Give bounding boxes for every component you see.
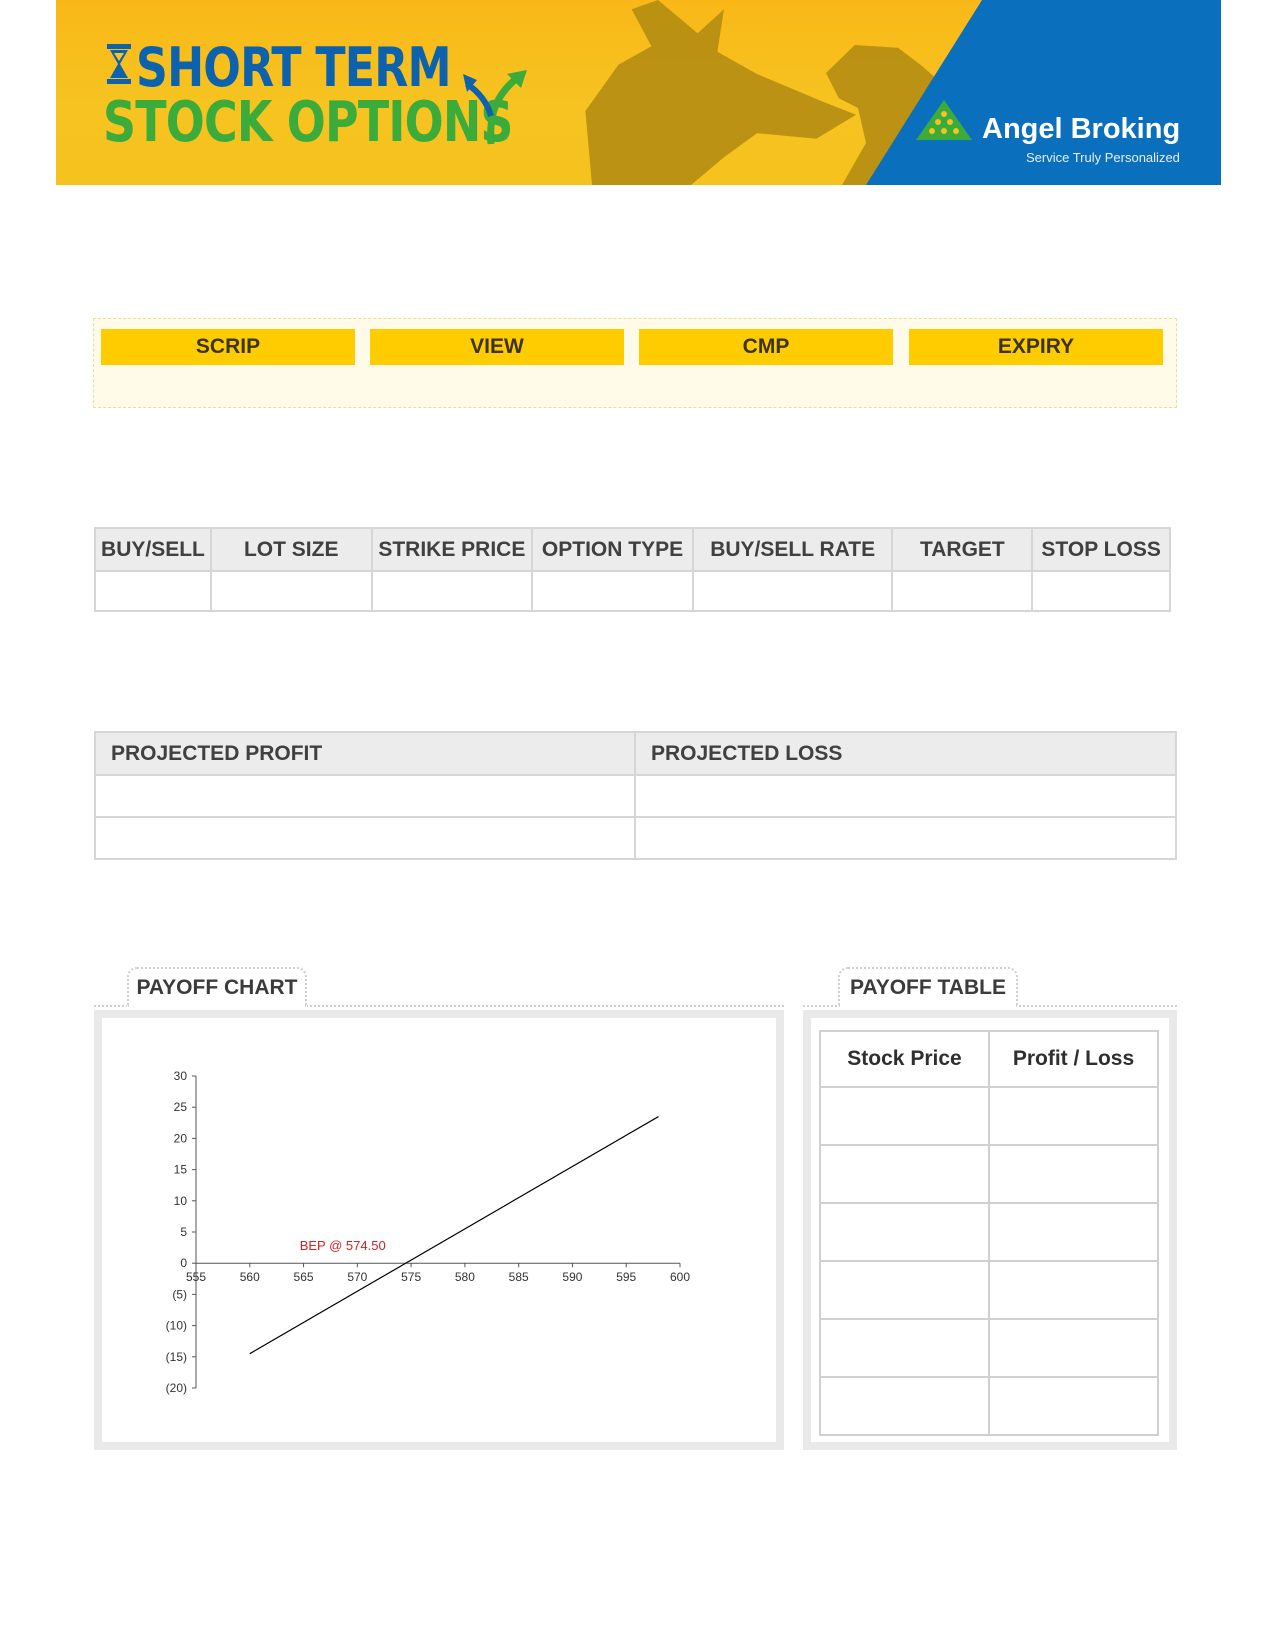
table-row [820, 1087, 1158, 1145]
x-tick-label: 595 [616, 1270, 637, 1285]
view-label: VIEW [370, 329, 624, 365]
table-cell [95, 571, 211, 611]
banner-title-line1: SHORT TERM [136, 36, 451, 99]
table-cell [635, 817, 1176, 859]
x-tick-label: 575 [401, 1270, 422, 1285]
payoff-chart-title: PAYOFF CHART [136, 976, 298, 999]
table-cell [820, 1203, 989, 1261]
y-tick-label: 10 [173, 1193, 187, 1208]
y-tick-label: 30 [173, 1069, 187, 1083]
col-target: TARGET [892, 528, 1032, 571]
y-tick-label: (15) [165, 1349, 187, 1364]
x-tick-label: 580 [454, 1270, 475, 1285]
x-tick-label: 600 [669, 1270, 691, 1285]
x-tick-label: 570 [347, 1270, 368, 1285]
y-tick-label: 15 [173, 1162, 187, 1177]
table-cell [989, 1377, 1158, 1435]
table-cell [989, 1261, 1158, 1319]
col-buy-sell: BUY/SELL [95, 528, 211, 571]
payoff-chart-panel [94, 1010, 784, 1450]
table-cell [989, 1319, 1158, 1377]
header-banner [56, 0, 1221, 185]
x-tick-label: 555 [185, 1270, 207, 1285]
table-cell [989, 1087, 1158, 1145]
table-cell [820, 1377, 989, 1435]
x-tick-label: 565 [293, 1270, 314, 1285]
y-tick-label: (10) [165, 1318, 187, 1333]
y-tick-label: 5 [180, 1225, 187, 1239]
x-tick-label: 560 [239, 1270, 260, 1285]
table-cell [820, 1261, 989, 1319]
x-tick-label: 585 [508, 1270, 529, 1285]
brand-name: Angel Broking [982, 113, 1181, 145]
table-cell [820, 1319, 989, 1377]
trend-arrows-icon [461, 66, 531, 146]
col-strike-price: STRIKE PRICE [372, 528, 533, 571]
table-row [820, 1145, 1158, 1203]
y-tick-label: 20 [173, 1131, 187, 1146]
payoff-table-tab [838, 967, 1018, 1007]
hourglass-icon [106, 43, 132, 85]
payoff-line [250, 1117, 659, 1354]
col-lot-size: LOT SIZE [211, 528, 372, 571]
table-cell [635, 775, 1176, 817]
table-cell [820, 1087, 989, 1145]
table-row [95, 775, 1176, 817]
col-stop-loss: STOP LOSS [1032, 528, 1170, 571]
angel-broking-logo-icon [916, 100, 972, 140]
y-tick-label: (5) [172, 1287, 187, 1302]
table-cell [1032, 571, 1170, 611]
expiry-label: EXPIRY [909, 329, 1163, 365]
table-row [95, 817, 1176, 859]
payoff-chart-area [102, 1018, 776, 1442]
table-header-row [95, 732, 1176, 775]
col-buy-sell-rate: BUY/SELL RATE [693, 528, 893, 571]
table-row [820, 1377, 1158, 1435]
trade-details-table [94, 527, 1171, 612]
table-cell [95, 775, 635, 817]
projection-table [94, 731, 1177, 860]
table-row [820, 1203, 1158, 1261]
col-option-type: OPTION TYPE [532, 528, 693, 571]
col-profit-loss: Profit / Loss [989, 1031, 1158, 1087]
payoff-chart [102, 1018, 776, 1442]
banner-title-line2: STOCK OPTIONS [103, 90, 513, 155]
x-tick-label: 590 [562, 1270, 583, 1285]
table-cell [892, 571, 1032, 611]
payoff-chart-tab [127, 967, 307, 1007]
scrip-info-strip [93, 318, 1177, 408]
scrip-label: SCRIP [101, 329, 355, 365]
table-row [95, 571, 1170, 611]
payoff-table [819, 1030, 1159, 1436]
cmp-label: CMP [639, 329, 893, 365]
table-cell [372, 571, 533, 611]
table-header-row [820, 1031, 1158, 1087]
table-cell [989, 1145, 1158, 1203]
payoff-table-title: PAYOFF TABLE [850, 976, 1006, 999]
table-cell [820, 1145, 989, 1203]
table-cell [693, 571, 893, 611]
table-cell [95, 817, 635, 859]
table-cell [989, 1203, 1158, 1261]
y-tick-label: 0 [180, 1256, 187, 1271]
y-tick-label: 25 [173, 1100, 187, 1115]
table-row [820, 1261, 1158, 1319]
col-projected-loss: PROJECTED LOSS [635, 732, 1176, 775]
bep-annotation: BEP @ 574.50 [299, 1238, 386, 1254]
table-cell [211, 571, 372, 611]
table-cell [532, 571, 693, 611]
col-projected-profit: PROJECTED PROFIT [95, 732, 635, 775]
table-row [820, 1319, 1158, 1377]
table-header-row [95, 528, 1170, 571]
y-tick-label: (20) [165, 1381, 187, 1395]
brand-tagline: Service Truly Personalized [1026, 150, 1180, 165]
col-stock-price: Stock Price [820, 1031, 989, 1087]
bull-silhouette-image [526, 0, 856, 185]
